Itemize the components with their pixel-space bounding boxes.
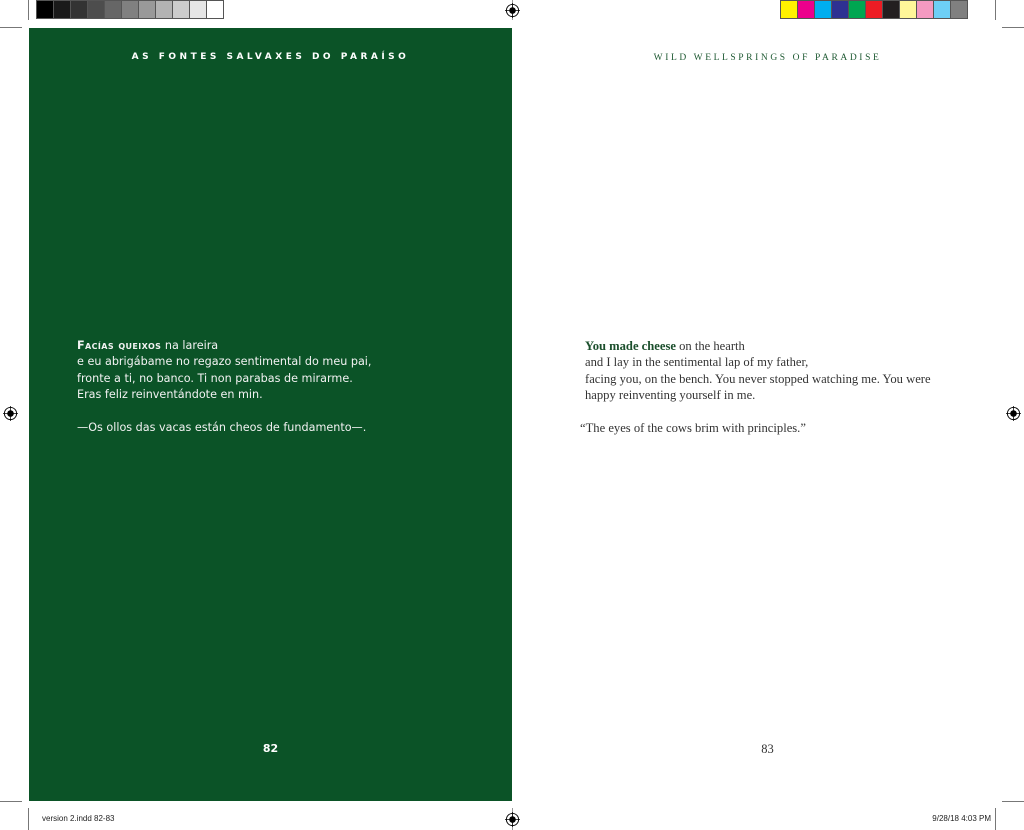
- poem-line-4: Eras feliz reinventándote en min.: [77, 388, 263, 402]
- process-color-swatch: [899, 0, 917, 19]
- process-color-swatch: [831, 0, 849, 19]
- poem-line-3: facing you, on the bench. You never stopped watching me. You were: [585, 371, 931, 386]
- running-head-english: WILD WELLSPRINGS OF PARADISE: [653, 53, 882, 63]
- crop-mark-top-left-v: [28, 0, 29, 20]
- poem-line-1: [585, 338, 931, 354]
- crop-mark-top-right-v: [995, 0, 996, 20]
- crop-mark-top-right: [1002, 27, 1024, 28]
- poem-line-2: and I lay in the sentimental lap of my father,: [585, 355, 809, 370]
- gray-swatch: [70, 0, 88, 19]
- gray-swatch: [104, 0, 122, 19]
- process-color-bar: [780, 0, 967, 19]
- process-color-swatch: [950, 0, 968, 19]
- page-number-right: 83: [761, 742, 774, 756]
- poem-quote: —Os ollos das vacas están cheos de fundamento—.: [77, 420, 367, 434]
- page-number-left: 82: [262, 742, 279, 755]
- poem-lead-words: You made cheese: [585, 339, 676, 353]
- gray-swatch: [189, 0, 207, 19]
- poem-line-1: [77, 338, 371, 354]
- gray-swatch: [138, 0, 156, 19]
- poem-line-3: fronte a ti, no banco. Ti non parabas de mirarme.: [77, 371, 353, 385]
- registration-mark-left-icon: [3, 406, 18, 421]
- process-color-swatch: [865, 0, 883, 19]
- registration-mark-right-icon: [1006, 406, 1021, 421]
- poem-line-4: happy reinventing yourself in me.: [585, 388, 756, 403]
- process-color-swatch: [882, 0, 900, 19]
- grayscale-color-bar: [36, 0, 223, 19]
- poem-line-2: e eu abrigábame no regazo sentimental do meu pai,: [77, 355, 372, 369]
- gray-swatch: [206, 0, 224, 19]
- running-head-galician: AS FONTES SALVAXES DO PARAÍSO: [131, 52, 410, 62]
- registration-mark-bottom-icon: [505, 812, 520, 827]
- process-color-swatch: [848, 0, 866, 19]
- gray-swatch: [36, 0, 54, 19]
- slug-file-name: version 2.indd 82-83: [42, 814, 115, 823]
- process-color-swatch: [933, 0, 951, 19]
- process-color-swatch: [780, 0, 798, 19]
- poem-lead-words: Facías queixos: [77, 339, 162, 352]
- crop-mark-bottom-right-v: [995, 808, 996, 830]
- crop-mark-bottom-left: [0, 801, 22, 802]
- process-color-swatch: [814, 0, 832, 19]
- gray-swatch: [87, 0, 105, 19]
- process-color-swatch: [797, 0, 815, 19]
- crop-mark-bottom-left-v: [28, 808, 29, 830]
- left-page: [29, 28, 512, 801]
- registration-mark-top-icon: [505, 3, 520, 18]
- poem-quote: “The eyes of the cows brim with principles.”: [580, 420, 806, 435]
- slug-timestamp: 9/28/18 4:03 PM: [932, 814, 991, 823]
- crop-mark-bottom-right: [1002, 801, 1024, 802]
- poem-english: [580, 338, 931, 436]
- gray-swatch: [53, 0, 71, 19]
- poem-line-1-rest: na lareira: [161, 339, 219, 352]
- process-color-swatch: [916, 0, 934, 19]
- gray-swatch: [121, 0, 139, 19]
- gray-swatch: [155, 0, 173, 19]
- gray-swatch: [172, 0, 190, 19]
- poem-galician: [77, 338, 371, 436]
- poem-line-1-rest: on the hearth: [675, 339, 745, 353]
- crop-mark-top-left: [0, 27, 22, 28]
